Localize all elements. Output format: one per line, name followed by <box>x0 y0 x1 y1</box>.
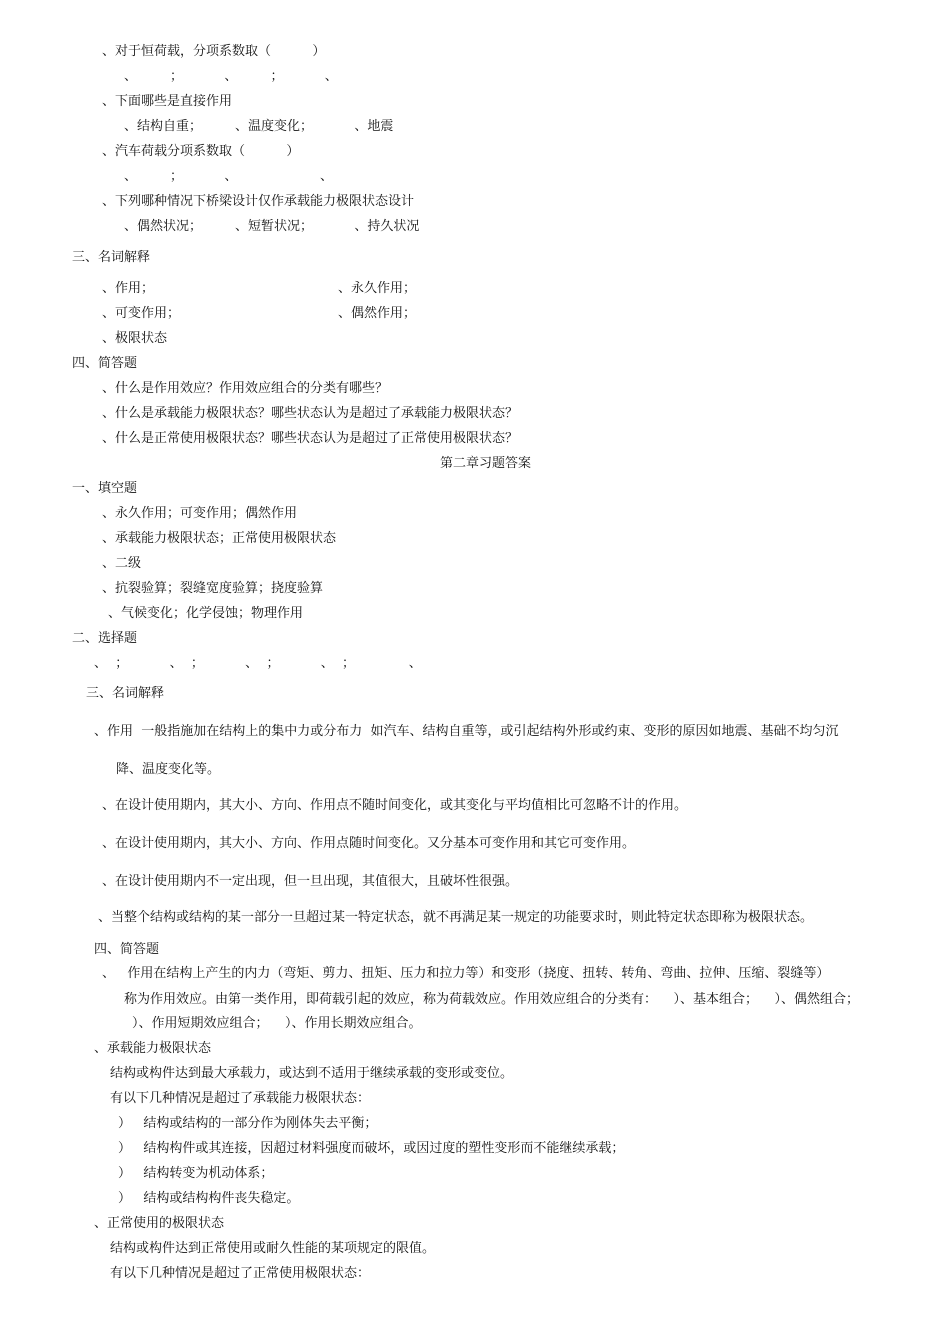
answer-fill-4: 、抗裂验算；裂缝宽度验算；挠度验算 <box>102 581 324 596</box>
answers-choice-heading: 二、选择题 <box>72 631 138 646</box>
answers-fill-heading: 一、填空题 <box>72 481 138 496</box>
question-2: 、下面哪些是直接作用 <box>102 94 233 109</box>
answer-short-2-item-2: ） 结构构件或其连接，因超过材料强度而破坏，或因过度的塑性变形而不能继续承载； <box>118 1141 625 1156</box>
answers-short-heading: 四、简答题 <box>94 942 160 957</box>
answers-terms-heading: 三、名词解释 <box>86 686 165 701</box>
answer-short-3-intro: 有以下几种情况是超过了正常使用极限状态： <box>110 1266 371 1281</box>
answer-term-4: 、在设计使用期内不一定出现，但一旦出现，其值很大，且破坏性很强。 <box>102 874 519 889</box>
section-heading-short: 四、简答题 <box>72 356 138 371</box>
question-1: 、对于恒荷载，分项系数取（ ） <box>102 44 326 59</box>
answer-short-1-line-1: 、 作用在结构上产生的内力（弯矩、剪力、扭矩、压力和拉力等）和变形（挠度、扭转、转角、弯曲、拉伸、压缩、裂缝等） <box>102 966 830 981</box>
term-variable-action: 、可变作用； <box>102 306 181 321</box>
answer-fill-2: 、承载能力极限状态；正常使用极限状态 <box>102 531 337 546</box>
answer-short-3: 、正常使用的极限状态 <box>94 1216 225 1231</box>
answer-term-1-cont: 降、温度变化等。 <box>116 762 221 777</box>
short-question-3: 、什么是正常使用极限状态？哪些状态认为是超过了正常使用极限状态？ <box>102 431 519 446</box>
answer-fill-3: 、二级 <box>102 556 142 571</box>
answers-title: 第二章习题答案 <box>440 456 532 471</box>
answers-choice-line: 、 ； 、 ； 、 ； 、 ； 、 <box>94 656 422 671</box>
answer-short-1-line-2: 称为作用效应。由第一类作用，即荷载引起的效应，称为荷载效应。作用效应组合的分类有： ）、基本组合； ）、偶然组合； <box>124 992 860 1007</box>
answer-short-2-intro: 有以下几种情况是超过了承载能力极限状态： <box>110 1091 371 1106</box>
question-3: 、汽车荷载分项系数取（ ） <box>102 144 300 159</box>
short-question-1: 、什么是作用效应？作用效应组合的分类有哪些？ <box>102 381 389 396</box>
question-1-options: 、 ； 、 ； 、 <box>124 69 338 84</box>
term-accidental-action: 、偶然作用； <box>338 306 417 321</box>
answer-short-2-def: 结构或构件达到最大承载力，或达到不适用于继续承载的变形或变位。 <box>110 1066 514 1081</box>
question-2-options: 、结构自重； 、温度变化； 、地震 <box>124 119 394 134</box>
question-4-options: 、偶然状况； 、短暂状况； 、持久状况 <box>124 219 420 234</box>
term-limit-state: 、极限状态 <box>102 331 168 346</box>
answer-short-2-item-4: ） 结构或结构构件丧失稳定。 <box>118 1191 300 1206</box>
answer-fill-1: 、永久作用；可变作用；偶然作用 <box>102 506 298 521</box>
answer-short-2: 、承载能力极限状态 <box>94 1041 212 1056</box>
answer-term-2: 、在设计使用期内，其大小、方向、作用点不随时间变化，或其变化与平均值相比可忽略不计的作用。 <box>102 798 688 813</box>
short-question-2: 、什么是承载能力极限状态？哪些状态认为是超过了承载能力极限状态？ <box>102 406 519 421</box>
question-4: 、下列哪种情况下桥梁设计仅作承载能力极限状态设计 <box>102 194 415 209</box>
answer-short-2-item-3: ） 结构转变为机动体系； <box>118 1166 274 1181</box>
section-heading-terms: 三、名词解释 <box>72 250 151 265</box>
answer-fill-5: 、气候变化；化学侵蚀；物理作用 <box>108 606 304 621</box>
answer-term-1: 、作用 一般指施加在结构上的集中力或分布力 如汽车、结构自重等，或引起结构外形或约束、变形的原因如地震、基础不均匀沉 <box>94 724 839 739</box>
question-3-options: 、 ； 、 、 <box>124 169 334 184</box>
answer-term-3: 、在设计使用期内，其大小、方向、作用点随时间变化。又分基本可变作用和其它可变作用。 <box>102 836 636 851</box>
term-permanent-action: 、永久作用； <box>338 281 417 296</box>
answer-short-1-line-3: ）、作用短期效应组合； ）、作用长期效应组合。 <box>132 1016 422 1031</box>
answer-short-2-item-1: ） 结构或结构的一部分作为刚体失去平衡； <box>118 1116 378 1131</box>
answer-term-5: 、当整个结构或结构的某一部分一旦超过某一特定状态，就不再满足某一规定的功能要求时，则此特定状态即称为极限状态。 <box>98 910 814 925</box>
term-action: 、作用； <box>102 281 155 296</box>
answer-short-3-def: 结构或构件达到正常使用或耐久性能的某项规定的限值。 <box>110 1241 436 1256</box>
